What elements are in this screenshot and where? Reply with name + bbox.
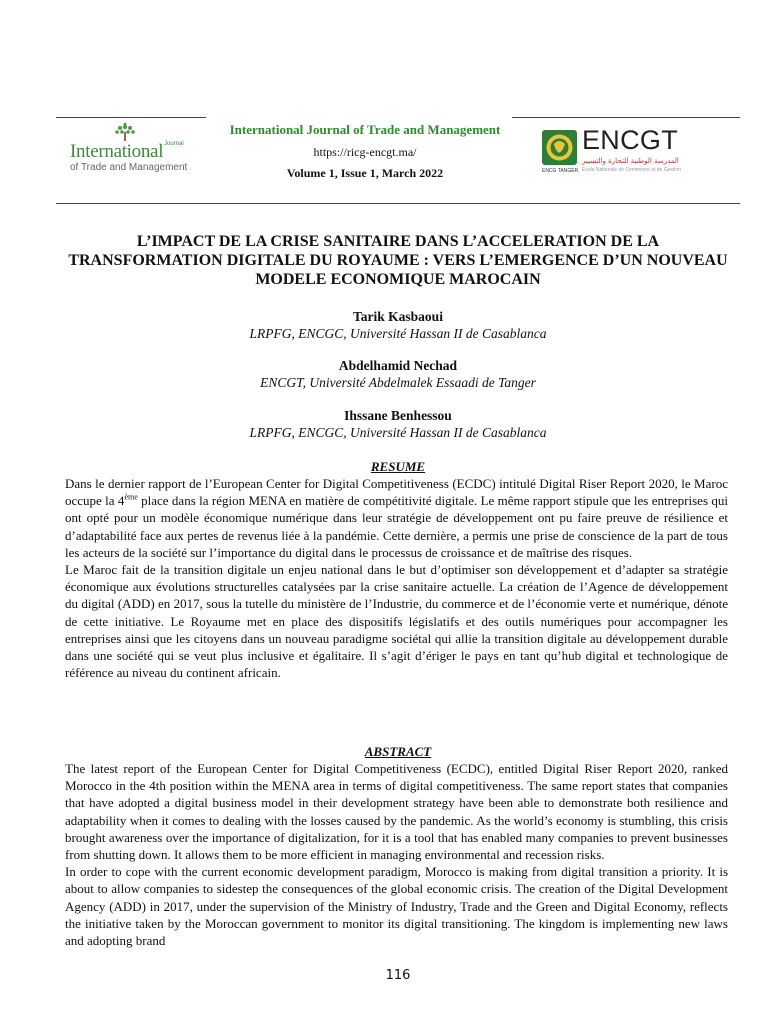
abstract-paragraph: In order to cope with the current economic development paradigm, Morocco is making from digital transition a priority. It is about to allow companies to sidestep the consequences of the global economic crisis. The creation of the Digital Development Agency (ADD) in 2017, under the supervision of the Ministry of Industry, Trade and the Green and Digital Economy, reflects the initiative taken by the Moroccan government to monitor its digital transitioning. The kingdom is implementing new laws and adopting brand: [65, 864, 728, 949]
author-affiliation: ENCGT, Université Abdelmalek Essaadi de Tanger: [260, 375, 536, 390]
resume-heading: RESUME: [370, 459, 426, 474]
tree-icon: [110, 122, 140, 142]
abstract-heading: ABSTRACT: [364, 744, 432, 759]
encgt-arabic: المدرسة الوطنية للتجارة والتسيير: [582, 157, 679, 165]
resume-superscript: ème: [124, 492, 138, 502]
journal-logo: [68, 122, 188, 182]
journal-volume: Volume 1, Issue 1, March 2022: [286, 166, 444, 180]
resume-paragraph: Le Maroc fait de la transition digitale un enjeu national dans le but d’optimiser son développement et d’adapter sa stratégie économique aux évolutions structurelles catalysées par la crise sanitaire actuelle. La création de l’Agence de développement du digital (ADD) en 2017, sous la tutelle du ministère de l’Industrie, du commerce et de l’économie verte et numérique, dénote de cette initiative. Le Royaume met en place des dispositifs législatifs et des outils numériques pour accompagner les entreprises ainsi que les citoyens dans un nouveau paradigme sociétal qui allie la transition digitale au développement durable dans une société qui se veut plus inclusive et égalitaire. Il s’agit d’ériger le pays en tant qu’hub digital et technologique de référence au niveau du continent africain.: [65, 562, 728, 681]
encgt-badge-icon: [542, 130, 577, 165]
author-name: Ihssane Benhessou: [344, 408, 452, 423]
header-rule-right: [512, 117, 740, 118]
logo-word: International: [70, 141, 164, 162]
resume-text: place dans la région MENA en matière de compétitivité digitale. Le même rapport stipule que les entreprises qui ont opté pour un modèle économique numérique dans leur stratégie de développement ont pu faire preuve de résilience et d’adaptabilité face aux pertes de revenus liée à la pandémie. Cette dernière, a permis une prise de conscience de la part de tous les acteurs de la société sur l’importance du digital dans le processus de croissance et de maîtrise des risques.: [65, 493, 728, 560]
encgt-name: ENCGT: [582, 125, 678, 155]
author-name: Abdelhamid Nechad: [338, 358, 458, 373]
author-affiliation: LRPFG, ENCGC, Université Hassan II de Casablanca: [249, 425, 547, 440]
header-rule-bottom: [56, 203, 740, 204]
journal-url[interactable]: https://ricg-encgt.ma/: [313, 145, 417, 159]
logo-small: Journal: [164, 141, 184, 147]
encgt-tagline: École Nationale de Commerce et de Gestion: [582, 167, 681, 173]
paper-title: L’IMPACT DE LA CRISE SANITAIRE DANS L’ACCELERATION DE LA TRANSFORMATION DIGITALE DU ROYAUME : VERS L’EMERGENCE D’UN NOUVEAU MODELE ECONOMIQUE MAROCAIN: [68, 233, 728, 288]
logo-subtitle: of Trade and Management: [70, 162, 188, 173]
abstract-body: [65, 760, 728, 949]
resume-text: Dans le dernier rapport de l’European Center for Digital Competitiveness (ECDC) intitulé Digital Riser Report 2020, le Maroc occupe la 4: [65, 476, 728, 509]
header-rule-left: [56, 117, 206, 118]
page-number: 116: [385, 968, 411, 983]
author-affiliation: LRPFG, ENCGC, Université Hassan II de Casablanca: [249, 326, 547, 341]
abstract-paragraph: The latest report of the European Center for Digital Competitiveness (ECDC), entitled Digital Riser Report 2020, ranked Morocco in the 4th position within the MENA area in terms of digital competitiveness. The same report states that companies that have adopted a digital business model in their development strategy have been able to demonstrate both resilience and adaptability when it comes to dealing with the losses caused by the pandemic. As the world’s economy is stumbling, this crisis brought awareness over the importance of digitalization, for it is a tool that has enabled many companies to prevent businesses from shutting down. It allows them to be more efficient in managing environmental and recession risks.: [65, 761, 728, 863]
resume-paragraph: [65, 475, 728, 561]
encgt-logo: [542, 127, 742, 191]
resume-body: [65, 475, 728, 681]
badge-caption: ENCG TANGER: [542, 168, 579, 174]
journal-name: International Journal of Trade and Management: [229, 122, 501, 137]
author-name: Tarik Kasbaoui: [353, 309, 443, 324]
